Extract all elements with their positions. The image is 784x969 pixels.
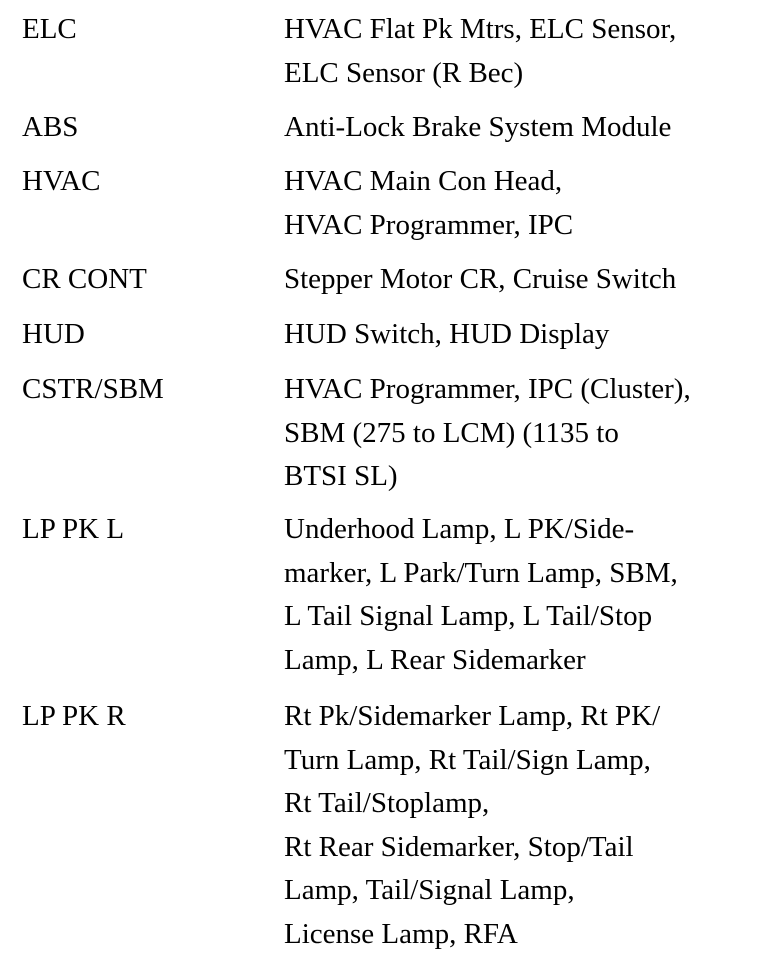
- description-line: HVAC Main Con Head,: [284, 165, 563, 197]
- description-line: Lamp, L Rear Sidemarker: [284, 643, 586, 676]
- circuit-code: ELC: [22, 13, 77, 45]
- description-line: Anti-Lock Brake System Module: [284, 111, 672, 143]
- circuit-description: [284, 368, 764, 499]
- description-line: Lamp, Tail/Signal Lamp,: [284, 874, 575, 906]
- circuit-description: [284, 160, 764, 247]
- description-line: Turn Lamp, Rt Tail/Sign Lamp,: [284, 743, 651, 776]
- circuit-description: [284, 258, 764, 302]
- description-line: BTSI SL): [284, 460, 398, 492]
- circuit-code: HVAC: [22, 165, 101, 197]
- description-line: Rt Rear Sidemarker, Stop/Tail: [284, 830, 634, 863]
- circuit-description: [284, 508, 764, 682]
- circuit-description: [284, 313, 764, 357]
- circuit-description: [284, 8, 764, 95]
- description-line: Rt Tail/Stoplamp,: [284, 787, 490, 819]
- description-line: HVAC Programmer, IPC (Cluster),: [284, 373, 691, 405]
- circuit-code: LP PK L: [22, 513, 125, 545]
- circuit-code: ABS: [22, 111, 79, 143]
- circuit-code: HUD: [22, 318, 85, 350]
- description-line: License Lamp, RFA: [284, 917, 518, 950]
- description-line: SBM (275 to LCM) (1135 to: [284, 416, 619, 449]
- circuit-code: CSTR/SBM: [22, 373, 164, 405]
- description-line: Stepper Motor CR, Cruise Switch: [284, 263, 677, 295]
- description-line: HVAC Programmer, IPC: [284, 208, 574, 241]
- circuit-description: [284, 695, 764, 956]
- circuit-code: LP PK R: [22, 700, 126, 732]
- description-line: L Tail Signal Lamp, L Tail/Stop: [284, 600, 653, 632]
- description-line: marker, L Park/Turn Lamp, SBM,: [284, 556, 678, 589]
- circuit-code: CR CONT: [22, 263, 147, 295]
- description-line: HUD Switch, HUD Display: [284, 318, 610, 350]
- description-line: Underhood Lamp, L PK/Side-: [284, 513, 635, 545]
- description-line: HVAC Flat Pk Mtrs, ELC Sensor,: [284, 13, 677, 45]
- circuit-description: [284, 106, 764, 150]
- description-line: ELC Sensor (R Bec): [284, 56, 524, 89]
- description-line: Rt Pk/Sidemarker Lamp, Rt PK/: [284, 700, 661, 732]
